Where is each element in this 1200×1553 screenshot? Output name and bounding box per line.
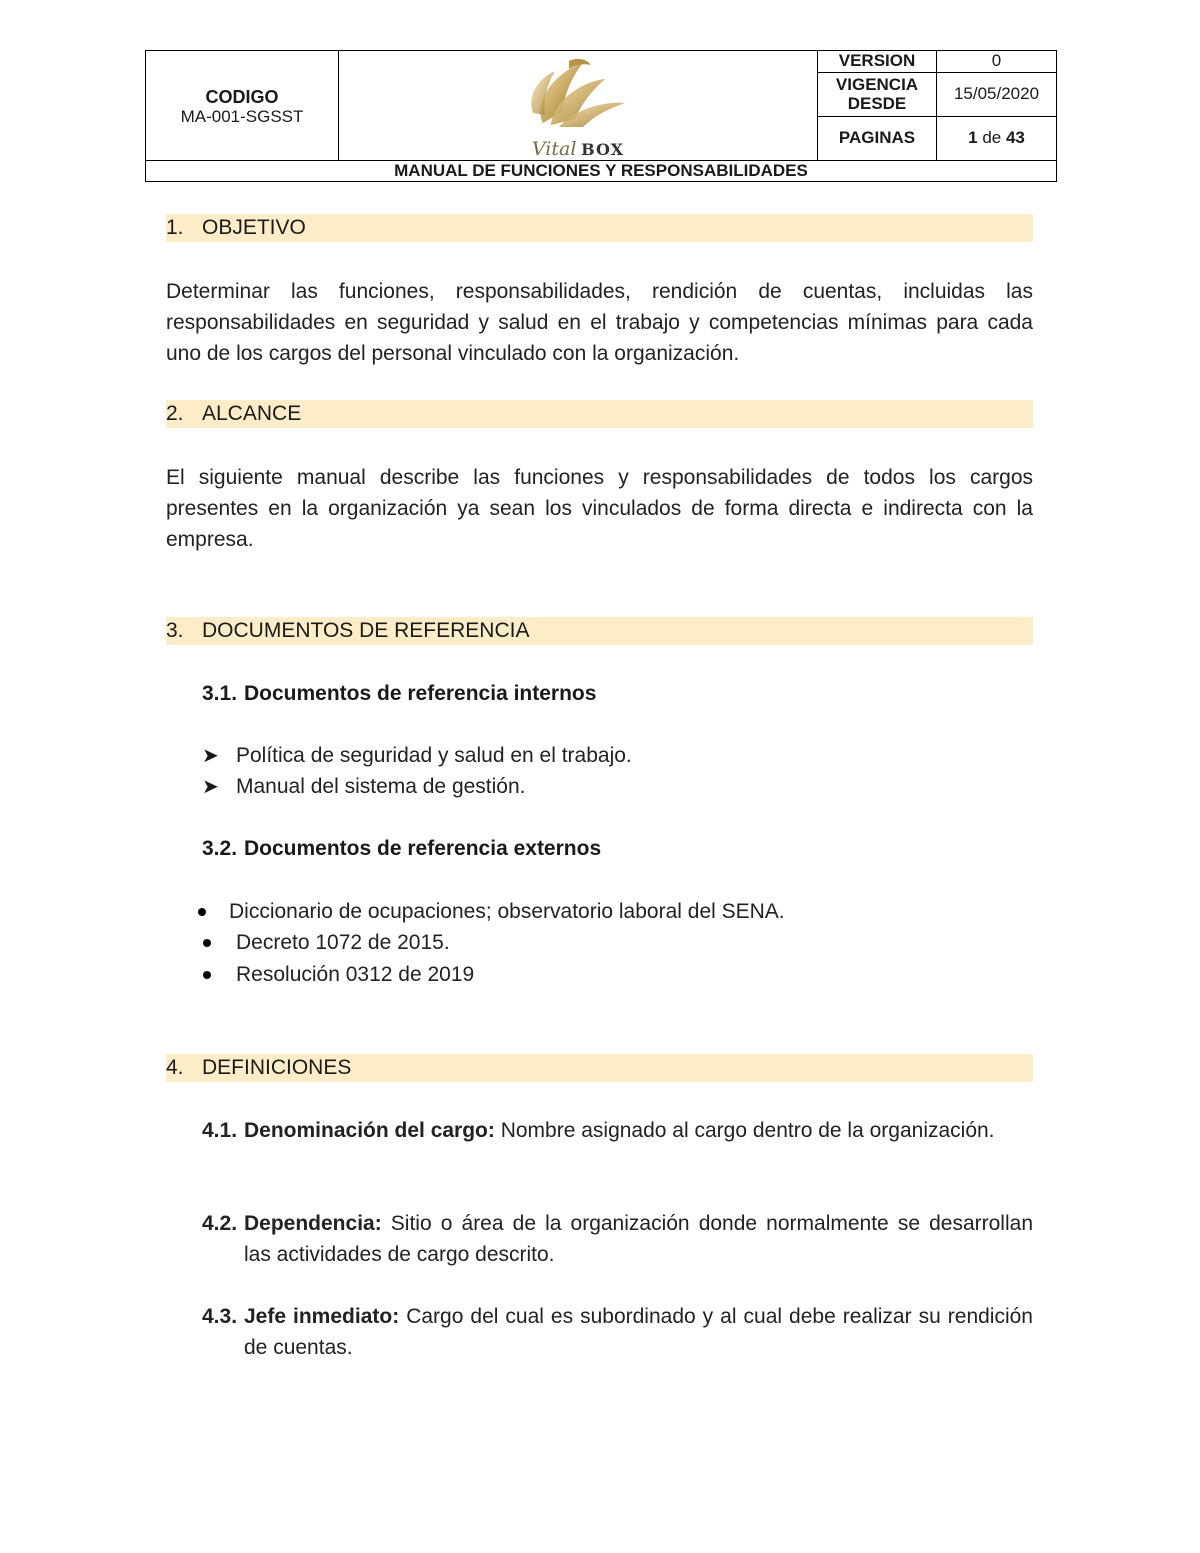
paginas-label: PAGINAS bbox=[818, 117, 937, 161]
dot-bullet-icon bbox=[203, 971, 211, 979]
definition-term: Denominación del cargo: bbox=[244, 1119, 495, 1142]
vigencia-label bbox=[818, 73, 937, 117]
page-separator: de bbox=[977, 128, 1006, 148]
arrow-bullet-icon: ➤ bbox=[202, 776, 219, 798]
dot-bullet-icon bbox=[198, 908, 206, 916]
subsection-heading-internos bbox=[202, 680, 596, 708]
section-number: 4. bbox=[166, 1056, 184, 1079]
section-number: 2. bbox=[166, 402, 184, 425]
vigencia-label-line2: DESDE bbox=[847, 93, 907, 113]
subsection-number: 3.1. bbox=[202, 682, 238, 705]
section-number: 3. bbox=[166, 619, 184, 642]
definition-number: 4.1. bbox=[202, 1119, 238, 1142]
subsection-title: Documentos de referencia externos bbox=[244, 837, 602, 860]
section-title: DOCUMENTOS DE REFERENCIA bbox=[202, 619, 530, 642]
page-current: 1 bbox=[968, 128, 978, 148]
definition-term: Dependencia: bbox=[244, 1212, 382, 1235]
list-item: Diccionario de ocupaciones; observatorio laboral del SENA. bbox=[229, 900, 785, 923]
page-total: 43 bbox=[1005, 128, 1025, 148]
code-label: CODIGO bbox=[205, 87, 279, 108]
definition-text: Cargo del cual es subordinado y al cual debe realizar su rendición de cuentas. bbox=[244, 1305, 1033, 1359]
section-title: DEFINICIONES bbox=[202, 1056, 352, 1079]
logo-text-vital: Vital bbox=[531, 137, 577, 160]
feather-logo-icon bbox=[513, 53, 643, 137]
definition-term: Jefe inmediato: bbox=[244, 1305, 400, 1328]
paginas-value bbox=[937, 117, 1057, 161]
document-title: MANUAL DE FUNCIONES Y RESPONSABILIDADES bbox=[146, 161, 1057, 182]
code-cell bbox=[146, 51, 339, 161]
dot-bullet-icon bbox=[203, 939, 211, 947]
definition-text: Sitio o área de la organización donde normalmente se desarrollan las actividades de cargo descrito. bbox=[244, 1212, 1033, 1266]
vigencia-value: 15/05/2020 bbox=[937, 73, 1057, 117]
definition-item bbox=[202, 1301, 1033, 1363]
objetivo-paragraph: Determinar las funciones, responsabilidades, rendición de cuentas, incluidas las responsabilidades en seguridad y salud en el trabajo y competencias mínimas para cada uno de los cargos del personal vinculado con la organización. bbox=[166, 280, 1033, 365]
logo-cell bbox=[339, 51, 818, 161]
section-heading-objetivo bbox=[166, 214, 1033, 242]
section-number: 1. bbox=[166, 216, 184, 239]
section-heading-alcance bbox=[166, 400, 1033, 428]
list-item: Manual del sistema de gestión. bbox=[236, 775, 526, 798]
definition-text: Nombre asignado al cargo dentro de la organización. bbox=[494, 1119, 995, 1142]
version-value: 0 bbox=[937, 51, 1057, 73]
vigencia-label-line1: VIGENCIA bbox=[835, 74, 919, 94]
definition-item bbox=[202, 1208, 1033, 1270]
definition-item bbox=[202, 1115, 1033, 1146]
definition-number: 4.2. bbox=[202, 1212, 238, 1235]
list-item: Política de seguridad y salud en el trabajo. bbox=[236, 744, 632, 767]
arrow-bullet-icon: ➤ bbox=[202, 745, 219, 767]
version-label: VERSION bbox=[818, 51, 937, 73]
document-header-table bbox=[145, 50, 1057, 182]
company-logo bbox=[339, 51, 817, 160]
subsection-number: 3.2. bbox=[202, 837, 238, 860]
definition-number: 4.3. bbox=[202, 1305, 238, 1328]
alcance-paragraph: El siguiente manual describe las funciones y responsabilidades de todos los cargos presentes en la organización ya sean los vinculados de forma directa e indirecta con la empresa. bbox=[166, 466, 1033, 551]
logo-text-box: BOX bbox=[581, 139, 625, 159]
code-value: MA-001-SGSST bbox=[180, 107, 304, 127]
section-title: OBJETIVO bbox=[202, 216, 306, 239]
list-item: Decreto 1072 de 2015. bbox=[236, 931, 450, 954]
section-heading-definiciones bbox=[166, 1054, 1033, 1082]
subsection-heading-externos bbox=[202, 835, 601, 863]
list-item: Resolución 0312 de 2019 bbox=[236, 963, 475, 986]
subsection-title: Documentos de referencia internos bbox=[244, 682, 597, 705]
section-title: ALCANCE bbox=[202, 402, 302, 425]
section-heading-documentos bbox=[166, 617, 1033, 645]
